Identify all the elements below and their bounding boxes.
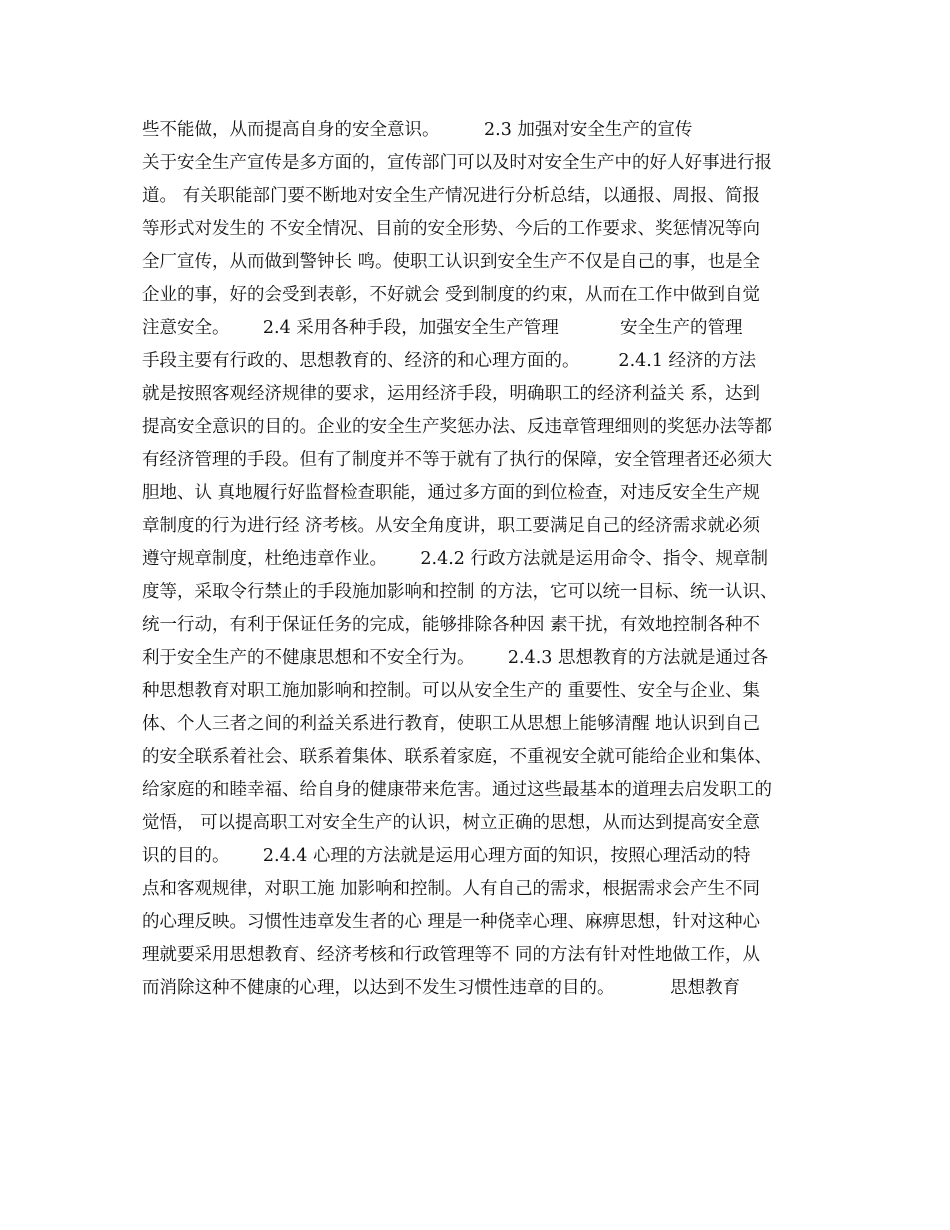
text-line: 的安全联系着社会、联系着集体、联系着家庭，不重视安全就可能给企业和集体、 bbox=[142, 747, 772, 767]
text-line: 觉悟， 可以提高职工对安全生产的认识，树立正确的思想，从而达到提高安全意 bbox=[142, 813, 761, 833]
text-line: 度等，采取令行禁止的手段施加影响和控制 的方法，它可以统一目标、统一认识、 bbox=[142, 582, 778, 602]
text-line: 理就要采用思想教育、经济考核和行政管理等不 同的方法有针对性地做工作，从 bbox=[142, 945, 761, 965]
text-line: 点和客观规律，对职工施 加影响和控制。人有自己的需求，根据需求会产生不同 bbox=[142, 879, 761, 899]
text-line: 等形式对发生的 不安全情况、目前的安全形势、今后的工作要求、奖惩情况等向 bbox=[142, 219, 761, 239]
text-line: 提高安全意识的目的。企业的安全生产奖惩办法、反违章管理细则的奖惩办法等都 bbox=[142, 417, 772, 437]
text-line: 关于安全生产宣传是多方面的，宣传部门可以及时对安全生产中的好人好事进行报 bbox=[142, 153, 772, 173]
text-line: 而消除这种不健康的心理，以达到不发生习惯性违章的目的。 思想教育 bbox=[142, 978, 741, 998]
text-line: 手段主要有行政的、思想教育的、经济的和心理方面的。 2.4.1 经济的方法 bbox=[142, 351, 757, 371]
text-line: 识的目的。 2.4.4 心理的方法就是运用心理方面的知识，按照心理活动的特 bbox=[142, 846, 751, 866]
text-line: 全厂宣传，从而做到警钟长 鸣。使职工认识到安全生产不仅是自己的事，也是全 bbox=[142, 252, 761, 272]
text-line: 道。 有关职能部门要不断地对安全生产情况进行分析总结，以通报、周报、简报 bbox=[142, 186, 761, 206]
text-line: 胆地、认 真地履行好监督检查职能，通过多方面的到位检查，对违反安全生产规 bbox=[142, 483, 761, 503]
text-line: 利于安全生产的不健康思想和不安全行为。 2.4.3 思想教育的方法就是通过各 bbox=[142, 648, 768, 668]
text-line: 企业的事，好的会受到表彰，不好就会 受到制度的约束，从而在工作中做到自觉 bbox=[142, 285, 761, 305]
text-line: 就是按照客观经济规律的要求，运用经济手段，明确职工的经济利益关 系，达到 bbox=[142, 384, 761, 404]
text-line: 遵守规章制度，杜绝违章作业。 2.4.2 行政方法就是运用命令、指令、规章制 bbox=[142, 549, 768, 569]
text-line: 的心理反映。习惯性违章发生者的心 理是一种侥幸心理、麻痹思想，针对这种心 bbox=[142, 912, 761, 932]
text-line: 体、个人三者之间的利益关系进行教育，使职工从思想上能够清醒 地认识到自己 bbox=[142, 714, 761, 734]
text-line: 有经济管理的手段。但有了制度并不等于就有了执行的保障，安全管理者还必须大 bbox=[142, 450, 772, 470]
text-line: 些不能做，从而提高自身的安全意识。 2.3 加强对安全生产的宣传 bbox=[142, 120, 693, 140]
text-line: 注意安全。 2.4 采用各种手段，加强安全生产管理 安全生产的管理 bbox=[142, 318, 743, 338]
text-line: 统一行动，有利于保证任务的完成，能够排除各种因 素干扰，有效地控制各种不 bbox=[142, 615, 761, 635]
text-line: 给家庭的和睦幸福、给自身的健康带来危害。通过这些最基本的道理去启发职工的 bbox=[142, 780, 772, 800]
text-line: 种思想教育对职工施加影响和控制。可以从安全生产的 重要性、安全与企业、集 bbox=[142, 681, 761, 701]
text-line: 章制度的行为进行经 济考核。从安全角度讲，职工要满足自己的经济需求就必须 bbox=[142, 516, 761, 536]
